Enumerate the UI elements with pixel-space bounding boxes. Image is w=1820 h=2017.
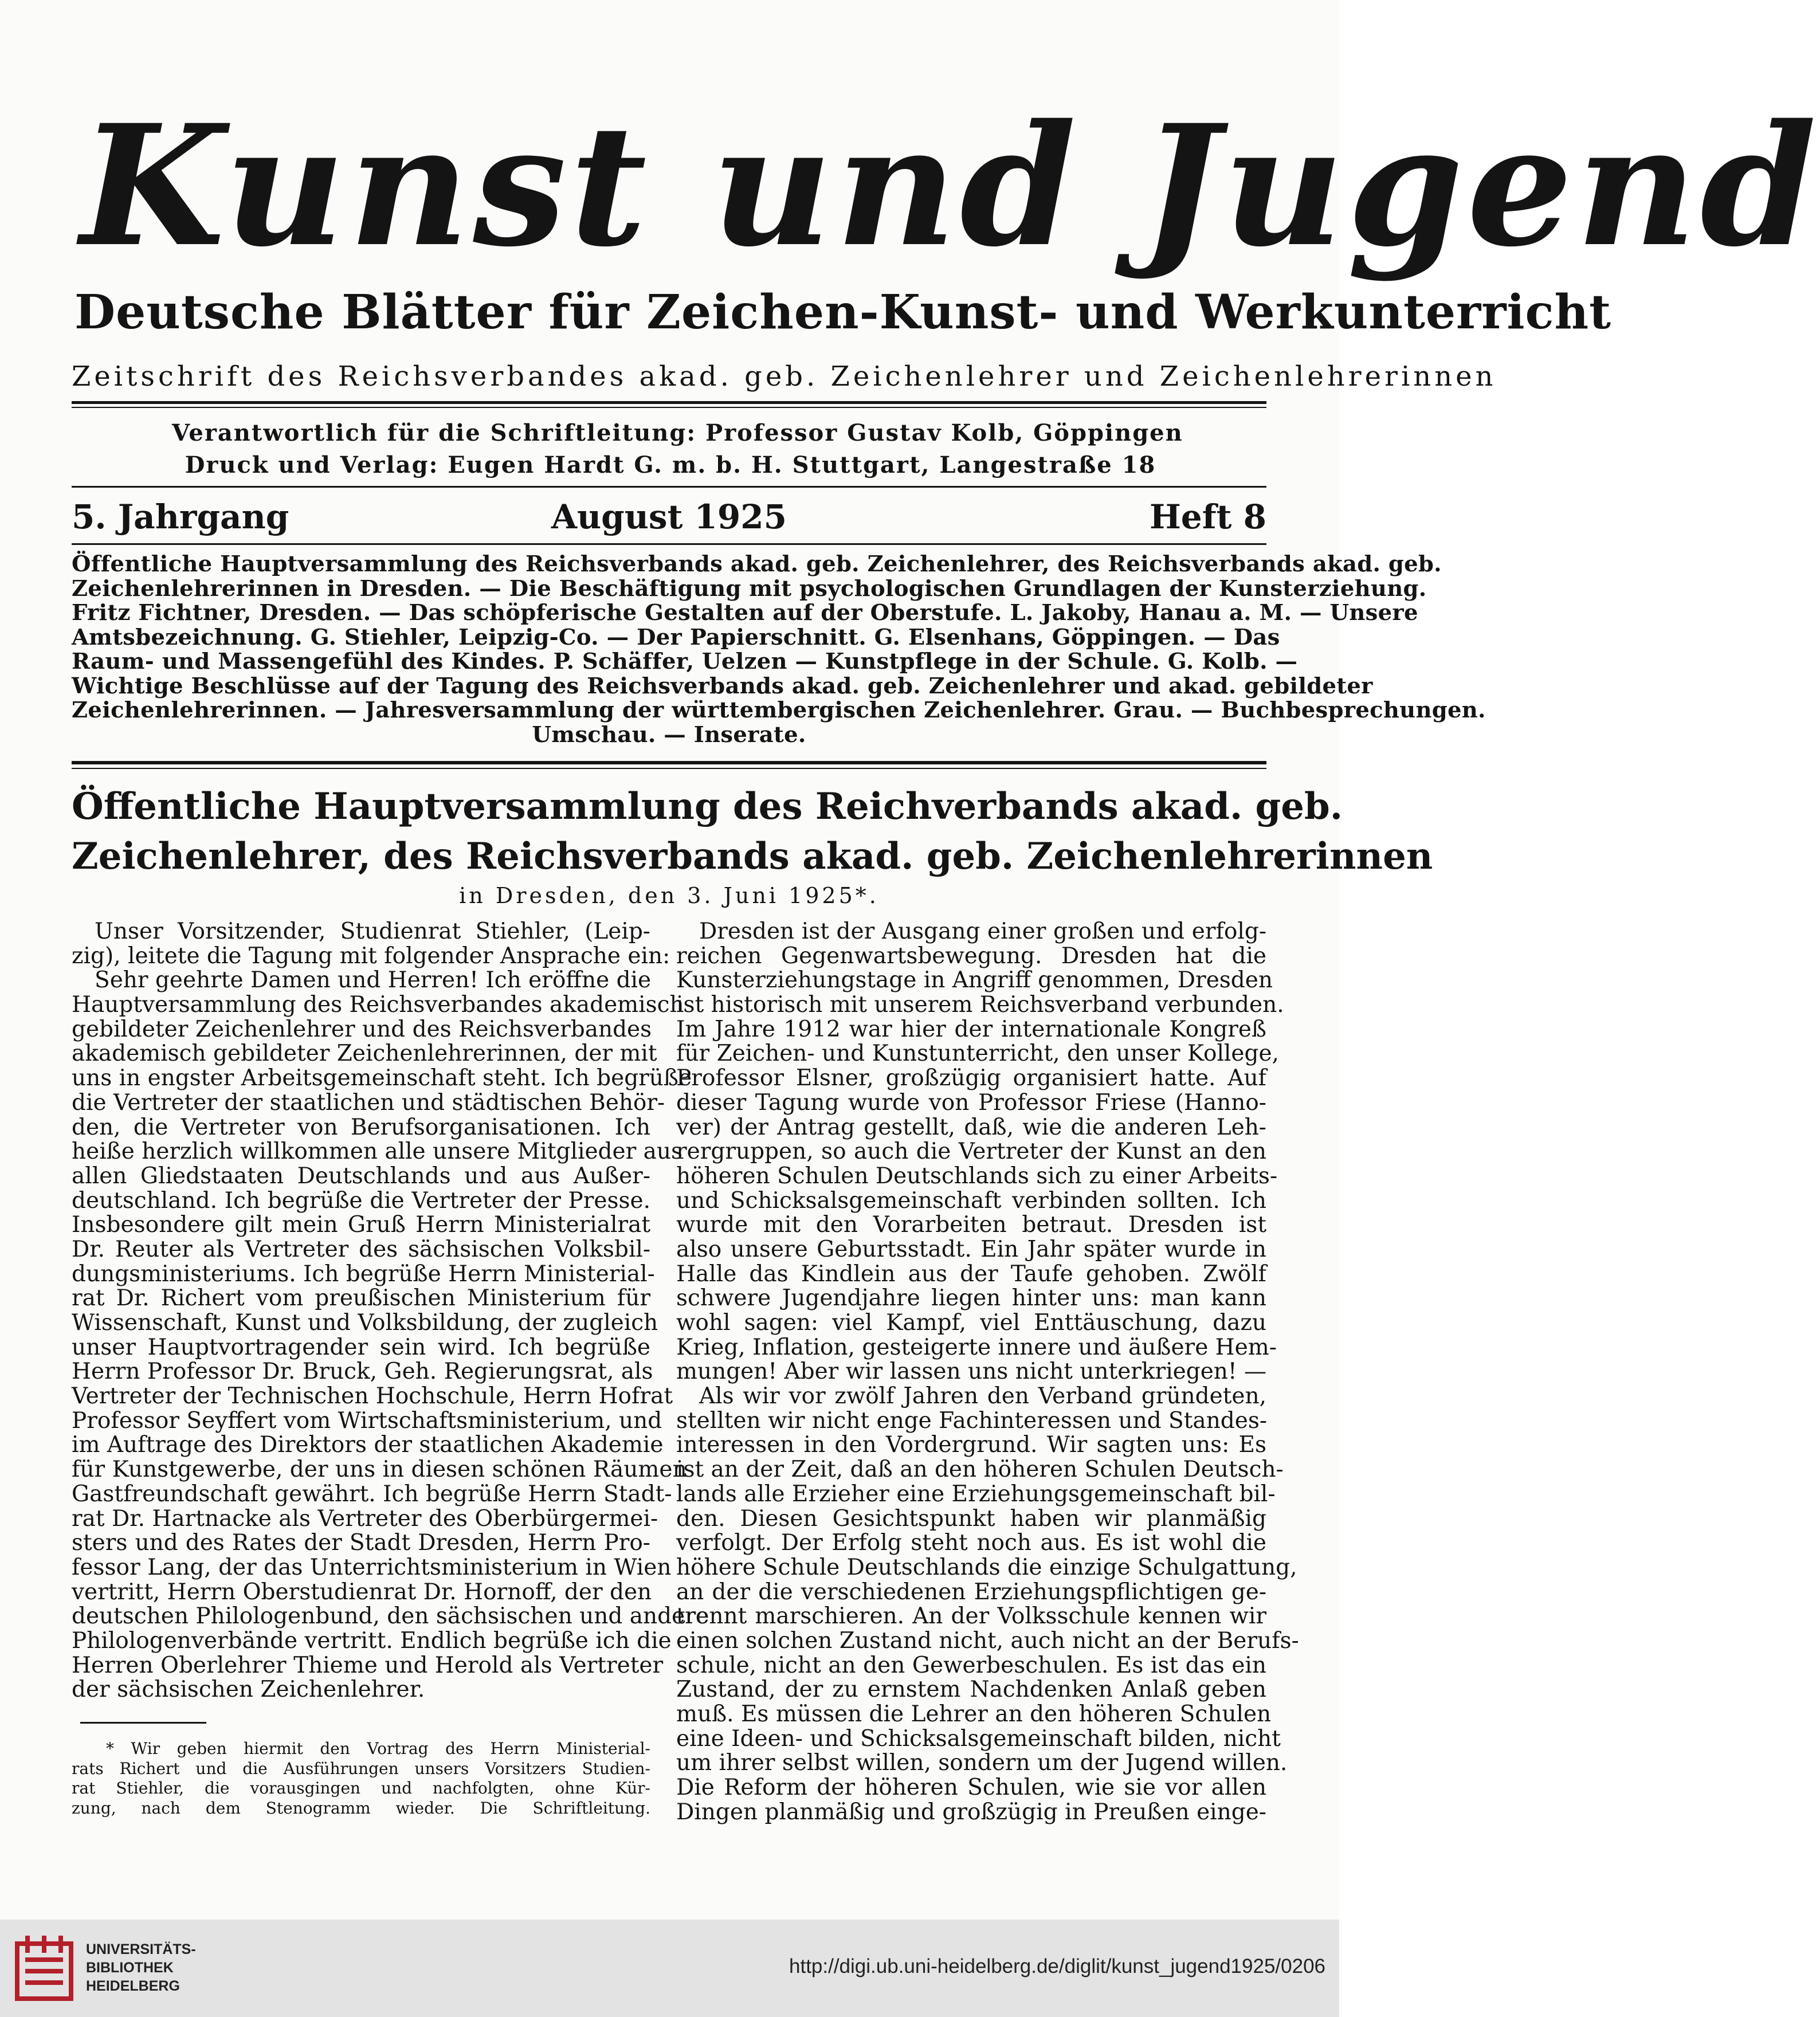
library-name-line: BIBLIOTHEK: [86, 1960, 174, 1976]
text-line: Kunsterziehungstage in Angriff genommen, Dresden: [676, 967, 1273, 994]
text-line: akademisch gebildeter Zeichenlehrerinnen, der mit: [72, 1041, 657, 1067]
text-line: Dr. Reuter als Vertreter des sächsischen Volksbil-: [72, 1236, 650, 1262]
text-line: deutschland. Ich begrüße die Vertreter der Presse.: [72, 1187, 650, 1214]
text-line: muß. Es müssen die Lehrer an den höheren Schulen: [676, 1701, 1272, 1727]
text-line: uns in engster Arbeitsgemeinschaft steht. Ich begrüße: [72, 1065, 692, 1092]
masthead-title: Kunst und Jugend: [80, 89, 1820, 284]
source-url-link[interactable]: http://digi.ub.uni-heidelberg.de/diglit/kunst_jugend1925/0206: [789, 1955, 1325, 1977]
text-line: ist historisch mit unserem Reichsverband verbunden.: [676, 992, 1284, 1018]
publisher-line: Druck und Verlag: Eugen Hardt G. m. b. H. Stuttgart, Langestraße 18: [185, 452, 1156, 478]
text-line: um ihrer selbst willen, sondern um der Jugend willen.: [676, 1750, 1288, 1776]
text-line: gebildeter Zeichenlehrer und des Reichsverbandes: [72, 1016, 652, 1042]
text-line: trennt marschieren. An der Volksschule kennen wir: [676, 1603, 1266, 1630]
editor-line: Verantwortlich für die Schriftleitung: Professor Gustav Kolb, Göppingen: [172, 419, 1183, 446]
text-line: höheren Schulen Deutschlands sich zu einer Arbeits-: [676, 1163, 1278, 1189]
text-line: sters und des Rates der Stadt Dresden, Herrn Pro-: [72, 1530, 650, 1556]
divider-rule: [72, 401, 1266, 404]
text-line: Sehr geehrte Damen und Herren! Ich eröffne die: [95, 967, 652, 994]
text-line: Vertreter der Technischen Hochschule, Herrn Hofrat: [72, 1383, 673, 1410]
text-line: mungen! Aber wir lassen uns nicht unterkriegen! —: [676, 1359, 1266, 1385]
text-line: dieser Tagung wurde von Professor Friese (Hanno-: [676, 1089, 1266, 1116]
text-line: Professor Seyffert vom Wirtschaftsministerium, und: [72, 1407, 662, 1434]
text-line: stellten wir nicht enge Fachinteressen und Standes-: [676, 1407, 1268, 1434]
toc-line: Öffentliche Hauptversammlung des Reichsverbands akad. geb. Zeichenlehrer, des Reichsverbands akad. geb.: [72, 551, 1442, 577]
footnote-line: rats Richert und die Ausführungen unsers Vorsitzers Studien-: [72, 1759, 650, 1778]
toc-line: Fritz Fichtner, Dresden. — Das schöpferische Gestalten auf der Oberstufe. L. Jakoby, Hanau a. M. — Unsere: [72, 600, 1418, 626]
text-line: Die Reform der höheren Schulen, wie sie vor allen: [676, 1775, 1266, 1801]
toc-line: Raum- und Massengefühl des Kindes. P. Schäffer, Uelzen — Kunstpflege in der Schule. G. Kolb. —: [72, 649, 1298, 674]
text-line: Philologenverbände vertritt. Endlich begrüße ich die: [72, 1627, 672, 1654]
text-line: unser Hauptvortragender sein wird. Ich begrüße: [72, 1334, 650, 1360]
text-line: allen Gliedstaaten Deutschlands und aus Außer-: [72, 1163, 650, 1189]
text-line: Wissenschaft, Kunst und Volksbildung, der zugleich: [72, 1310, 658, 1336]
text-line: wohl sagen: viel Kampf, viel Enttäuschung, dazu: [676, 1310, 1266, 1336]
text-line: interessen in den Vordergrund. Wir sagten uns: Es: [676, 1432, 1266, 1458]
text-line: Gastfreundschaft gewährt. Ich begrüße Herrn Stadt-: [72, 1481, 672, 1507]
text-line: Unser Vorsitzender, Studienrat Stiehler, (Leip-: [95, 919, 650, 944]
text-line: also unsere Geburtsstadt. Ein Jahr später wurde in: [676, 1236, 1266, 1262]
text-line: deutschen Philologenbund, den sächsischen und andere: [72, 1603, 709, 1630]
text-line: Zustand, der zu ernstem Nachdenken Anlaß geben: [676, 1677, 1266, 1703]
text-line: vertritt, Herrn Oberstudienrat Dr. Hornoff, der den: [72, 1579, 652, 1605]
toc-line: Zeichenlehrerinnen in Dresden. — Die Beschäftigung mit psychologischen Grundlagen der Kunsterziehung.: [72, 575, 1427, 602]
text-line: Herren Oberlehrer Thieme und Herold als Vertreter: [72, 1652, 664, 1678]
issue-row: [72, 494, 1266, 540]
text-line: an der die verschiedenen Erziehungspflichtigen ge-: [676, 1579, 1266, 1605]
toc-line: Amtsbezeichnung. G. Stiehler, Leipzig-Co. — Der Papierschnitt. G. Elsenhans, Göppingen. — Das: [72, 624, 1280, 650]
divider-rule: [72, 768, 1266, 769]
text-line: Als wir vor zwölf Jahren den Verband gründeten,: [699, 1383, 1266, 1410]
text-line: und Schicksalsgemeinschaft verbinden sollten. Ich: [676, 1187, 1266, 1214]
library-name-line: HEIDELBERG: [86, 1978, 180, 1994]
article-left-column: [72, 919, 709, 1825]
text-line: schwere Jugendjahre liegen hinter uns: man kann: [676, 1285, 1266, 1312]
text-line: eine Ideen- und Schicksalsgemeinschaft bilden, nicht: [676, 1725, 1281, 1752]
text-line: Professor Elsner, großzügig organisiert hatte. Auf: [676, 1065, 1266, 1092]
toc-line: Umschau. — Inserate.: [532, 721, 806, 748]
text-line: heiße herzlich willkommen alle unsere Mitglieder aus: [72, 1139, 683, 1165]
divider-rule: [72, 486, 1266, 488]
masthead-subtitle: Deutsche Blätter für Zeichen-Kunst- und Werkunterricht: [74, 285, 1611, 340]
article-dateline: in Dresden, den 3. Juni 1925*.: [459, 883, 879, 908]
text-line: ist an der Zeit, daß an den höheren Schulen Deutsch-: [676, 1457, 1284, 1483]
footnote-line: * Wir geben hiermit den Vortrag des Herrn Ministerial-: [106, 1739, 650, 1758]
text-line: den. Diesen Gesichtspunkt haben wir planmäßig: [676, 1505, 1266, 1532]
divider-rule: [72, 407, 1266, 408]
divider-rule: [72, 761, 1266, 764]
journal-line: Zeitschrift des Reichsverbandes akad. geb. Zeichenlehrer und Zeichenlehrerinnen: [72, 360, 1497, 393]
text-line: rat Dr. Hartnacke als Vertreter des Oberbürgermei-: [72, 1505, 658, 1532]
text-line: verfolgt. Der Erfolg steht noch aus. Es ist wohl die: [676, 1530, 1266, 1556]
table-of-contents: [72, 551, 1486, 793]
divider-rule: [72, 543, 1266, 545]
text-line: Herrn Professor Dr. Bruck, Geh. Regierungsrat, als: [72, 1359, 653, 1385]
footnote-rule: [80, 1722, 206, 1724]
text-line: rat Dr. Richert vom preußischen Ministerium für: [72, 1285, 650, 1312]
text-line: fessor Lang, der das Unterrichtsministerium in Wien: [72, 1554, 672, 1580]
text-line: schule, nicht an den Gewerbeschulen. Es ist das ein: [676, 1652, 1266, 1678]
footnote: [72, 1739, 650, 1819]
text-line: reichen Gegenwartsbewegung. Dresden hat die: [676, 943, 1266, 969]
footnote-line: rat Stiehler, die vorausgingen und nachfolgten, ohne Kür-: [72, 1779, 650, 1798]
library-logo-icon: [13, 1932, 76, 2004]
toc-line: Wichtige Beschlüsse auf der Tagung des Reichsverbands akad. geb. Zeichenlehrer und akad. gebildeter: [72, 673, 1373, 699]
text-line: Halle das Kindlein aus der Taufe gehoben. Zwölf: [676, 1261, 1266, 1287]
issue-number: Heft 8: [1150, 497, 1266, 536]
issue-volume: 5. Jahrgang: [72, 497, 289, 536]
toc-line: Zeichenlehrerinnen. — Jahresversammlung der württembergischen Zeichenlehrer. Grau. — Buchbesprechungen.: [72, 697, 1486, 723]
text-line: wurde mit den Vorarbeiten betraut. Dresden ist: [676, 1212, 1266, 1238]
issue-date: August 1925: [551, 497, 787, 536]
text-line: Hauptversammlung des Reichsverbandes akademisch: [72, 992, 684, 1018]
text-line: rergruppen, so auch die Vertreter der Kunst an den: [676, 1139, 1266, 1165]
text-line: Dingen planmäßig und großzügig in Preußen einge-: [676, 1799, 1266, 1825]
article-title-line1: Öffentliche Hauptversammlung des Reichverbands akad. geb.: [72, 785, 1343, 828]
text-line: ver) der Antrag gestellt, daß, wie die anderen Leh-: [676, 1114, 1266, 1140]
text-line: den, die Vertreter von Berufsorganisationen. Ich: [72, 1114, 650, 1140]
text-line: die Vertreter der staatlichen und städtischen Behör-: [72, 1089, 665, 1116]
text-line: Dresden ist der Ausgang einer großen und erfolg-: [699, 919, 1266, 944]
footnote-line: zung, nach dem Stenogramm wieder. Die Schriftleitung.: [72, 1798, 650, 1818]
text-line: Insbesondere gilt mein Gruß Herrn Ministerialrat: [72, 1212, 650, 1238]
text-line: der sächsischen Zeichenlehrer.: [72, 1677, 425, 1703]
text-line: höhere Schule Deutschlands die einzige Schulgattung,: [676, 1554, 1297, 1580]
text-line: dungsministeriums. Ich begrüße Herrn Ministerial-: [72, 1261, 655, 1287]
text-line: Krieg, Inflation, gesteigerte innere und äußere Hem-: [676, 1334, 1277, 1360]
article-title-line2: Zeichenlehrer, des Reichsverbands akad. geb. Zeichenlehrerinnen: [72, 835, 1433, 878]
viewer-footer: [0, 1920, 1339, 2017]
text-line: Im Jahre 1912 war hier der internationale Kongreß: [676, 1016, 1266, 1042]
text-line: für Kunstgewerbe, der uns in diesen schönen Räumen: [72, 1457, 687, 1483]
article-right-column: [676, 919, 1299, 1825]
text-line: für Zeichen- und Kunstunterricht, den unser Kollege,: [676, 1041, 1279, 1067]
text-line: einen solchen Zustand nicht, auch nicht an der Berufs-: [676, 1627, 1299, 1654]
library-name: [86, 1940, 258, 1995]
text-line: zig), leitete die Tagung mit folgender Ansprache ein:: [72, 943, 670, 969]
text-line: lands alle Erzieher eine Erziehungsgemeinschaft bil-: [676, 1481, 1276, 1507]
text-line: im Auftrage des Direktors der staatlichen Akademie: [72, 1432, 664, 1458]
library-name-line: UNIVERSITÄTS-: [86, 1941, 196, 1957]
